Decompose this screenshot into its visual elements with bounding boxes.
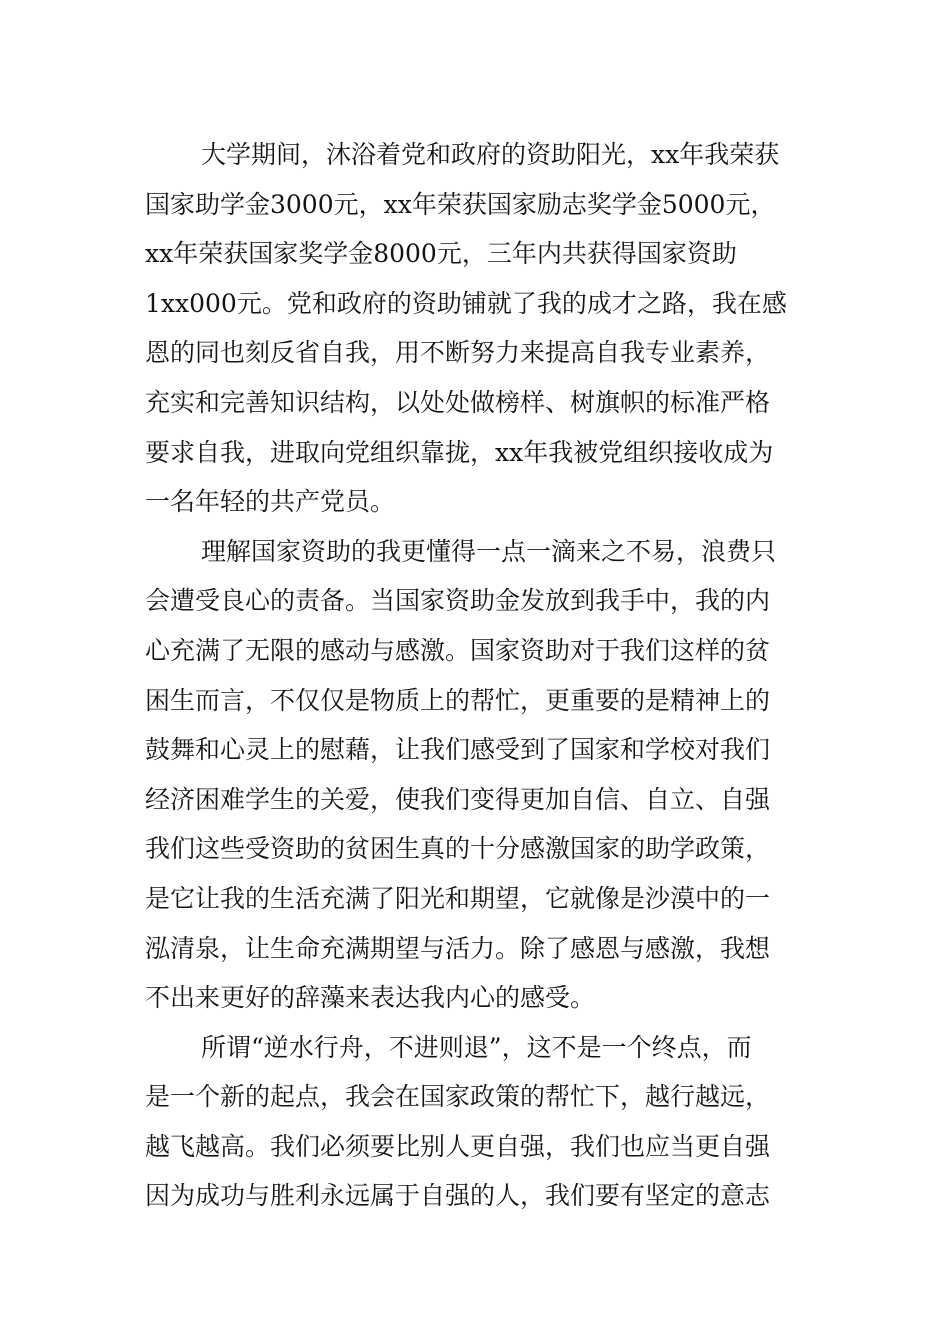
text-line: 恩的同也刻反省自我，用不断努力来提高自我专业素养，	[145, 338, 771, 368]
text-line: 是它让我的生活充满了阳光和期望，它就像是沙漠中的一	[145, 883, 771, 913]
text-line: 鼓舞和心灵上的慰藉，让我们感受到了国家和学校对我们	[145, 735, 771, 765]
text-line: 是一个新的起点，我会在国家政策的帮忙下，越行越远，	[145, 1082, 771, 1112]
text-line: 所谓“逆水行舟，不进则退”，这不是一个终点，而	[201, 1032, 752, 1062]
text-line: 1xx000元。党和政府的资助铺就了我的成才之路，我在感	[145, 288, 787, 318]
document-body	[145, 130, 825, 1221]
text-line: 心充满了无限的感动与感激。国家资助对于我们这样的贫	[145, 635, 771, 665]
text-line: 困生而言，不仅仅是物质上的帮忙，更重要的是精神上的	[145, 685, 771, 715]
text-line: 充实和完善知识结构，以处处做榜样、树旗帜的标准严格	[145, 387, 771, 417]
text-line: 会遭受良心的责备。当国家资助金发放到我手中，我的内	[145, 586, 771, 616]
text-line: 大学期间，沐浴着党和政府的资助阳光，xx年我荣获	[201, 140, 780, 169]
text-line: 经济困难学生的关爱，使我们变得更加自信、自立、自强	[145, 784, 771, 814]
paragraph-2	[145, 527, 825, 1023]
text-line: 因为成功与胜利永远属于自强的人，我们要有坚定的意志	[145, 1181, 771, 1211]
text-line: 不出来更好的辞藻来表达我内心的感受。	[145, 983, 596, 1013]
paragraph-3	[145, 1023, 825, 1221]
text-line: 国家助学金3000元，xx年荣获国家励志奖学金5000元，	[145, 189, 776, 219]
text-line: 我们这些受资助的贫困生真的十分感激国家的助学政策，	[145, 834, 771, 864]
text-line: 要求自我，进取向党组织靠拢，xx年我被党组织接收成为	[145, 437, 774, 467]
text-line: xx年荣获国家奖学金8000元，三年内共获得国家资助	[145, 239, 737, 269]
text-line: 一名年轻的共产党员。	[145, 487, 396, 517]
text-line: 越飞越高。我们必须要比别人更自强，我们也应当更自强	[145, 1131, 771, 1161]
text-line: 理解国家资助的我更懂得一点一滴来之不易，浪费只	[201, 536, 777, 566]
text-line: 泓清泉，让生命充满期望与活力。除了感恩与感激，我想	[145, 933, 771, 963]
paragraph-1	[145, 130, 825, 527]
